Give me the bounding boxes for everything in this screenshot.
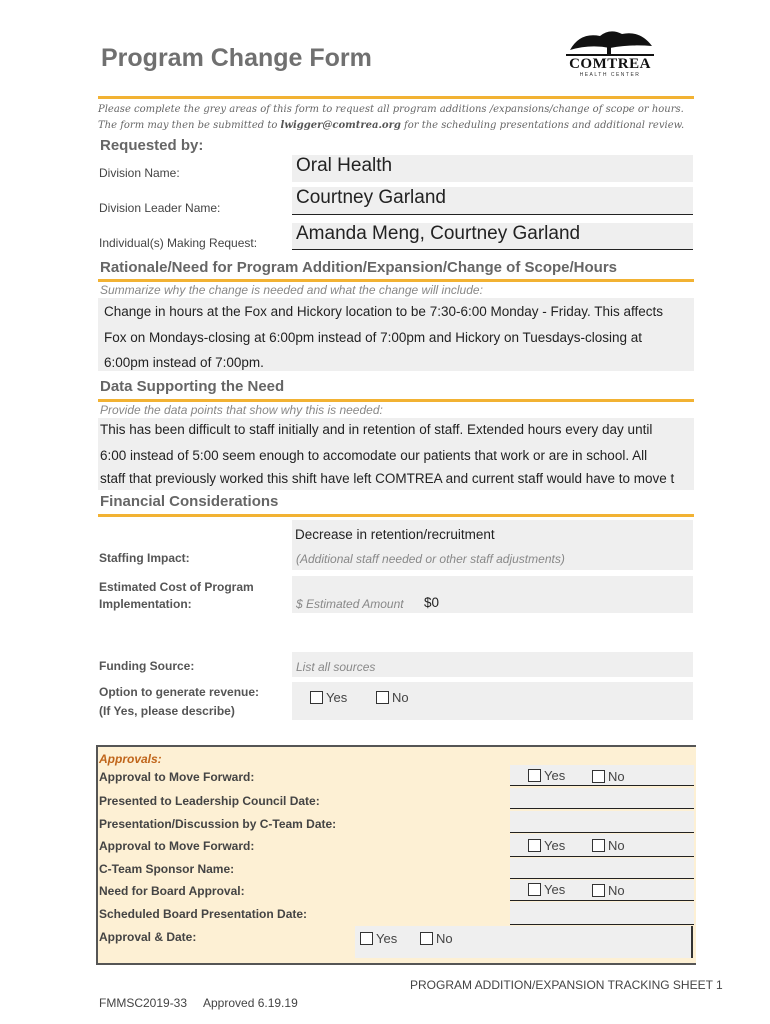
division-field[interactable]: Oral Health xyxy=(292,155,693,182)
cteam-date-field[interactable] xyxy=(510,811,694,833)
rationale-rule xyxy=(98,279,694,282)
checkbox-icon[interactable] xyxy=(592,884,605,897)
funding-label: Funding Source: xyxy=(99,659,195,673)
financial-heading: Financial Considerations xyxy=(100,493,279,510)
header-rule xyxy=(98,96,694,99)
checkbox-icon[interactable] xyxy=(376,691,389,704)
rationale-line: Fox on Mondays-closing at 6:00pm instead of 7:00pm and Hickory on Tuesdays-closing at xyxy=(104,330,643,345)
staffing-label: Staffing Impact: xyxy=(99,551,190,565)
footer-code: FMMSC2019-33 xyxy=(99,996,188,1010)
footer-approved: Approved 6.19.19 xyxy=(203,996,298,1010)
approval-row: Approval to Move Forward: xyxy=(99,839,255,853)
checkbox-icon[interactable] xyxy=(528,769,541,782)
individuals-field[interactable]: Amanda Meng, Courtney Garland xyxy=(292,223,693,250)
intro-after: for the scheduling presentations and additional review. xyxy=(400,120,685,131)
checkbox-icon[interactable] xyxy=(592,770,605,783)
cost-label: Estimated Cost of Program xyxy=(99,580,254,594)
checkbox-icon[interactable] xyxy=(528,883,541,896)
approvals-heading: Approvals: xyxy=(99,752,162,766)
checkbox-icon[interactable] xyxy=(528,839,541,852)
footer-sheet: PROGRAM ADDITION/EXPANSION TRACKING SHEET 1 xyxy=(410,978,723,992)
rationale-hint: Summarize why the change is needed and what the change will include: xyxy=(100,283,483,297)
data-support-hint: Provide the data points that show why this is needed: xyxy=(100,403,383,417)
checkbox-icon[interactable] xyxy=(420,932,433,945)
page-title: Program Change Form xyxy=(101,44,372,72)
funding-field[interactable] xyxy=(292,652,693,677)
revenue-field[interactable] xyxy=(292,682,693,720)
board-approval-field[interactable] xyxy=(510,880,694,901)
revenue-no[interactable] xyxy=(376,690,409,705)
final-no[interactable] xyxy=(420,931,453,946)
approval-row: Approval to Move Forward: xyxy=(99,770,255,784)
staffing-hint: (Additional staff needed or other staff adjustments) xyxy=(296,552,565,566)
final-yes[interactable] xyxy=(360,931,397,946)
approval-row: Approval & Date: xyxy=(99,930,197,944)
yes-label: Yes xyxy=(544,882,566,897)
rationale-line: Change in hours at the Fox and Hickory location to be 7:30-6:00 Monday - Friday. This affects xyxy=(104,304,664,319)
email-link[interactable]: lwigger@comtrea.org xyxy=(280,120,401,131)
data-support-field[interactable] xyxy=(98,418,694,490)
yes-label: Yes xyxy=(376,931,398,946)
approval2-yes[interactable] xyxy=(528,838,565,853)
revenue-label-2: (If Yes, please describe) xyxy=(99,704,235,718)
no-label: No xyxy=(436,931,453,946)
cost-field[interactable] xyxy=(292,576,693,613)
board-date-field[interactable] xyxy=(510,902,694,925)
checkbox-icon[interactable] xyxy=(592,839,605,852)
approval1-no[interactable] xyxy=(592,769,625,784)
checkbox-icon[interactable] xyxy=(360,932,373,945)
cost-hint: $ Estimated Amount xyxy=(296,597,404,611)
data-support-line: staff that previously worked this shift have left COMTREA and current staff would have to move t xyxy=(100,471,675,486)
board-yes[interactable] xyxy=(528,882,565,897)
staffing-field[interactable] xyxy=(292,520,693,570)
leadership-date-field[interactable] xyxy=(510,788,694,809)
approval-answer-2[interactable] xyxy=(510,834,694,857)
yes-label: Yes xyxy=(326,690,348,705)
data-support-line: This has been difficult to staff initially and in retention of staff. Extended hours every day until xyxy=(100,422,653,437)
leader-field[interactable]: Courtney Garland xyxy=(292,187,693,215)
revenue-label: Option to generate revenue: xyxy=(99,685,260,699)
intro-text xyxy=(98,102,698,134)
approval-row: Presented to Leadership Council Date: xyxy=(99,794,320,808)
requested-by-heading: Requested by: xyxy=(100,137,204,154)
approval-row: Presentation/Discussion by C-Team Date: xyxy=(99,817,337,831)
yes-label: Yes xyxy=(544,768,566,783)
revenue-yes[interactable] xyxy=(310,690,347,705)
rationale-field[interactable] xyxy=(98,298,694,371)
no-label: No xyxy=(608,769,625,784)
rationale-line: 6:00pm instead of 7:00pm. xyxy=(104,355,264,370)
approval-row: Scheduled Board Presentation Date: xyxy=(99,907,308,921)
staffing-value: Decrease in retention/recruitment xyxy=(295,527,495,542)
individuals-label: Individual(s) Making Request: xyxy=(99,236,258,250)
financial-rule xyxy=(98,514,694,517)
board-no[interactable] xyxy=(592,883,625,898)
final-approval-field[interactable] xyxy=(355,926,693,958)
no-label: No xyxy=(608,838,625,853)
logo-text: COMTREA xyxy=(569,56,651,72)
logo-subtext: HEALTH CENTER xyxy=(579,72,641,78)
approval1-yes[interactable] xyxy=(528,768,565,783)
approval-row: C-Team Sponsor Name: xyxy=(99,862,235,876)
checkbox-icon[interactable] xyxy=(310,691,323,704)
data-support-line: 6:00 instead of 5:00 seem enough to accomodate our patients that work or are in school. All xyxy=(100,448,648,463)
data-support-rule xyxy=(98,399,694,402)
funding-hint: List all sources xyxy=(296,660,376,674)
rationale-heading: Rationale/Need for Program Addition/Expansion/Change of Scope/Hours xyxy=(100,259,618,276)
no-label: No xyxy=(392,690,409,705)
approval-answer-1[interactable] xyxy=(510,765,694,786)
intro-before: Please complete the grey areas of this form to request all program additions /expansions/change of scope or hours. The form may then be submitted to xyxy=(98,104,684,131)
cost-value: $0 xyxy=(424,595,440,610)
division-label: Division Name: xyxy=(99,166,180,180)
leader-label: Division Leader Name: xyxy=(99,201,221,215)
approval-row: Need for Board Approval: xyxy=(99,884,245,898)
no-label: No xyxy=(608,883,625,898)
yes-label: Yes xyxy=(544,838,566,853)
sponsor-name-field[interactable] xyxy=(510,858,694,879)
cost-label-2: Implementation: xyxy=(99,597,192,611)
comtrea-logo xyxy=(560,28,660,78)
data-support-heading: Data Supporting the Need xyxy=(100,378,285,395)
approval2-no[interactable] xyxy=(592,838,625,853)
